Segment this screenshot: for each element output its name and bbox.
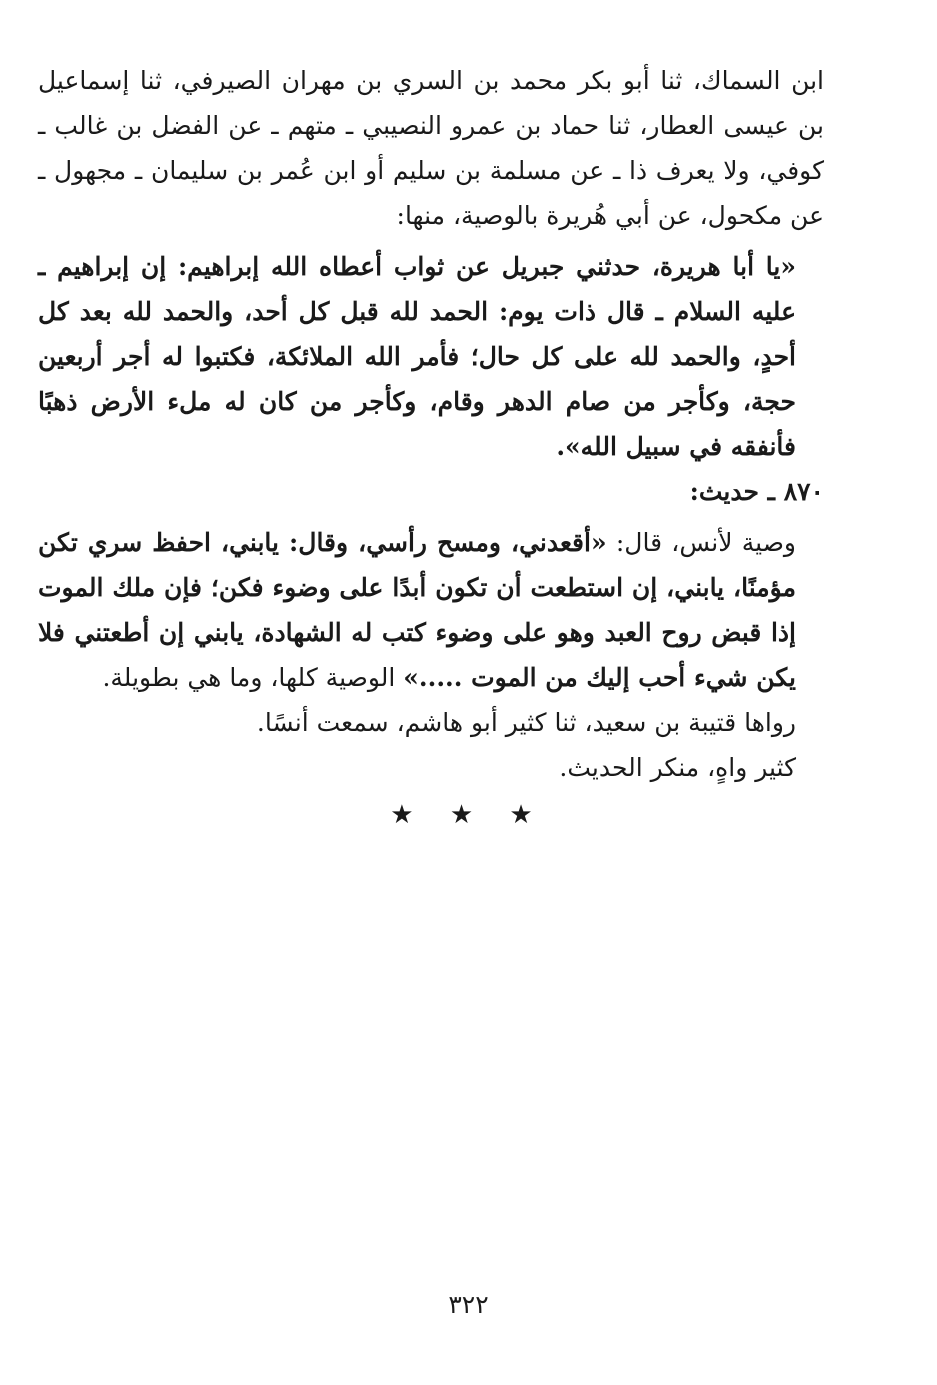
- intro-paragraph: ابن السماك، ثنا أبو بكر محمد بن السري بن مهران الصيرفي، ثنا إسماعيل بن عيسى العطار، ثنا حماد بن عمرو النصيبي ـ متهم ـ عن الفضل بن غالب ـ كوفي، ولا يعرف ذا ـ عن مسلمة بن سليم أو ابن عُمر بن سليمان ـ مجهول ـ عن مكحول، عن أبي هُريرة بالوصية، منها:: [38, 66, 824, 230]
- section-stars-divider: ★ ★ ★: [390, 800, 547, 830]
- will-tail: الوصية كلها، وما هي بطويلة.: [102, 663, 404, 692]
- hadith-heading: ٨٧٠ ـ حديث:: [689, 477, 824, 506]
- will-intro: وصية لأنس، قال:: [606, 528, 797, 557]
- judgement-line: كثير واهٍ، منكر الحديث.: [559, 753, 796, 782]
- will-paragraph: [38, 520, 824, 700]
- page-body: [38, 58, 824, 790]
- quote-paragraph: «يا أبا هريرة، حدثني جبريل عن ثواب أعطاه الله إبراهيم: إن إبراهيم ـ عليه السلام ـ قال ذات يوم: الحمد لله قبل كل أحد، والحمد لله بعد كل أحدٍ، والحمد لله على كل حال؛ فأمر الله الملائكة، فكتبوا له أجر أربعين حجة، وكأجر من صام الدهر وقام، وكأجر من كان له ملء الأرض ذهبًا فأنفقه في سبيل الله».: [38, 252, 796, 461]
- narration-line: رواها قتيبة بن سعيد، ثنا كثير أبو هاشم، سمعت أنسًا.: [256, 708, 796, 737]
- will-quote: «أقعدني، ومسح رأسي، وقال: يابني، احفظ سري تكن مؤمنًا، يابني، إن استطعت أن تكون أبدًا على وضوء فكن؛ فإن ملك الموت إذا قبض روح العبد وهو على وضوء كتب له الشهادة، يابني إن أطعتني فلا يكن شيء أحب إليك من الموت .....»: [38, 528, 796, 692]
- page-number: ٣٢٢: [448, 1290, 489, 1319]
